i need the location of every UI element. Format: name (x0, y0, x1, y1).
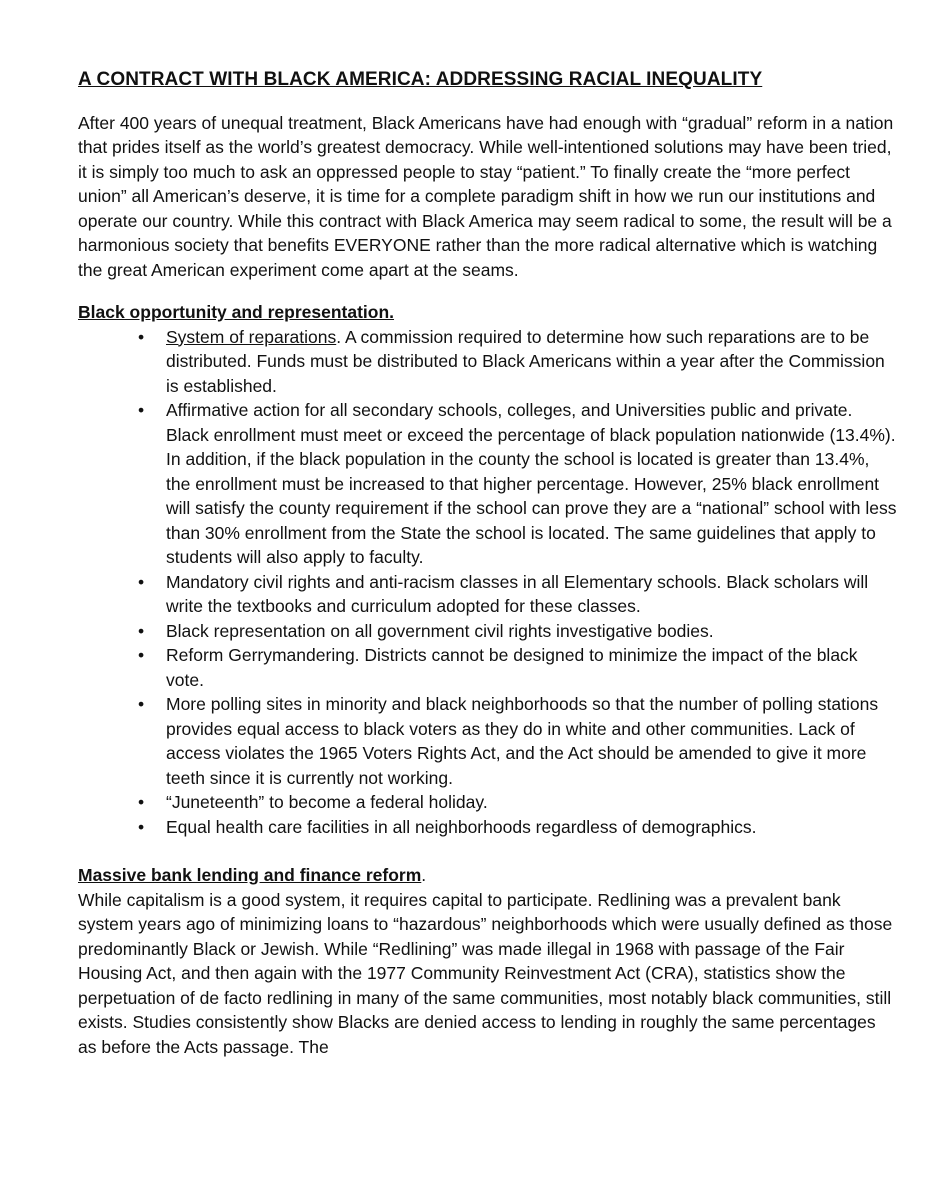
section-heading-banking-suffix: . (421, 865, 427, 885)
list-item-text: Reform Gerrymandering. Districts cannot be designed to minimize the impact of the black vote. (166, 645, 858, 690)
bullet-icon: • (138, 400, 145, 420)
list-item (78, 398, 898, 570)
opportunity-list (78, 325, 898, 840)
bullet-icon: • (138, 645, 145, 665)
bullet-icon: • (138, 620, 145, 641)
intro-paragraph: After 400 years of unequal treatment, Black Americans have had enough with “gradual” reform in a nation that prides itself as the world’s greatest democracy. While well-intentioned solutions may have been tried, it is simply too much to ask an oppressed people to stay “patient.” To finally create the “more perfect union” all American’s deserve, it is time for a complete paradigm shift in how we run our institutions and operate our country. While this contract with Black America may seem radical to some, the result will be a harmonious society that benefits EVERYONE rather than the more radical alternative which is watching the great American experiment come apart at the seams. (78, 112, 894, 280)
bullet-icon: • (138, 816, 145, 837)
list-item (78, 692, 898, 790)
list-item-text: Black representation on all government civil rights investigative bodies. (166, 620, 714, 641)
list-item (78, 643, 898, 692)
bullet-icon: • (138, 792, 145, 812)
document-content (78, 68, 898, 1059)
bullet-icon: • (138, 694, 145, 714)
reparations-lead: System of reparations (166, 326, 337, 347)
list-item (78, 790, 898, 815)
list-item-text: Affirmative action for all secondary schools, colleges, and Universities public and private. Black enrollment must meet or exceed the percentage of black population nationwide (13.4%). In addition, if the black population in the county the school is located is greater than 13.4%, the enrollment must be increased to that higher percentage. However, 25% black enrollment will satisfy the county requirement if the school can prove they are a “national” school with less than 30% enrollment from the State the school is located. The same guidelines that apply to students will also apply to faculty. (166, 400, 897, 567)
reparations-text: . A commission required to determine how such reparations are to be distributed. Funds must be distributed to Black Americans within a year after the Commission is established. (166, 326, 885, 396)
list-item-text: Mandatory civil rights and anti-racism classes in all Elementary schools. Black scholars will write the textbooks and curriculum adopted for these classes. (166, 571, 869, 616)
bullet-icon: • (138, 326, 145, 347)
list-item (78, 325, 898, 399)
list-item-text: “Juneteenth” to become a federal holiday. (166, 792, 488, 812)
section-heading-opportunity (78, 300, 898, 325)
section-heading-banking (78, 863, 898, 888)
list-item (78, 619, 898, 644)
list-item-text: More polling sites in minority and black neighborhoods so that the number of polling stations provides equal access to black voters as they do in white and other communities. Lack of access violates the 1965 Voters Rights Act, and the Act should be amended to give it more teeth since it is currently not working. (166, 694, 879, 788)
bullet-icon: • (138, 571, 145, 592)
list-item (78, 570, 898, 619)
banking-paragraph: While capitalism is a good system, it requires capital to participate. Redlining was a prevalent bank system years ago of minimizing loans to “hazardous” neighborhoods which were usually defined as those predominantly Black or Jewish. While “Redlining” was made illegal in 1968 with passage of the Fair Housing Act, and then again with the 1977 Community Reinvestment Act (CRA), statistics show the perpetuation of de facto redlining in many of the same communities, most notably black communities, still exists. Studies consistently show Blacks are denied access to lending in roughly the same percentages as before the Acts passage. The (78, 889, 893, 1057)
list-item-text: Equal health care facilities in all neighborhoods regardless of demographics. (166, 816, 757, 837)
section-heading-banking-text: Massive bank lending and finance reform (78, 865, 422, 885)
list-item (78, 815, 898, 840)
section-heading-opportunity-text: Black opportunity and representation. (78, 302, 395, 322)
document-title: A CONTRACT WITH BLACK AMERICA: ADDRESSING RACIAL INEQUALITY (78, 69, 763, 90)
